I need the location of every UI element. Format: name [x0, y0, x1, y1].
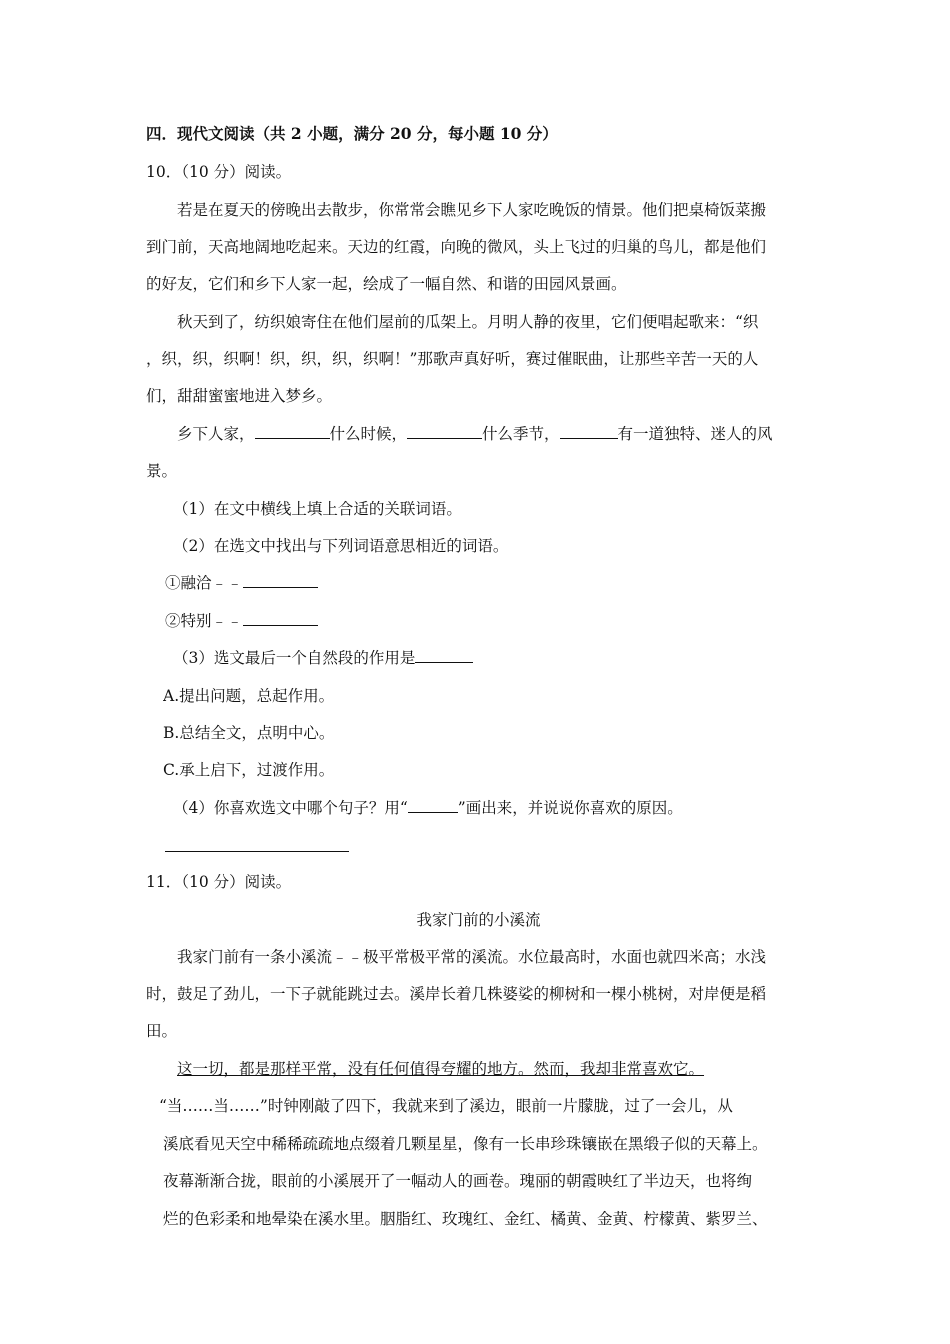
passage-2-line: 秋天到了，纺织娘寄住在他们屋前的瓜架上。月明人静的夜里，它们便唱起歌来：“织 — [177, 313, 759, 331]
question-11-label: 11．（10 分）阅读。 — [146, 873, 292, 891]
fill-blank-1[interactable] — [255, 424, 330, 439]
passage-2-line: 们，甜甜蜜蜜地进入梦乡。 — [146, 387, 333, 405]
passage-title: 我家门前的小溪流 — [416, 911, 541, 929]
quote-blank[interactable] — [408, 798, 458, 813]
passage-11-line: “当……当……”时钟刚敲了四下，我就来到了溪边，眼前一片朦胧，过了一会儿，从 — [159, 1097, 733, 1115]
fill-blank-2[interactable] — [407, 424, 482, 439]
passage-3-line — [177, 424, 811, 444]
word-item-2 — [165, 611, 799, 631]
option-b: B.总结全文，点明中心。 — [163, 724, 335, 742]
sub-question-3-text: （3）选文最后一个自然段的作用是 — [173, 649, 416, 667]
sub-question-4-text: ”画出来，并说说你喜欢的原因。 — [457, 799, 683, 817]
word-item-label: ②特别﹣﹣ — [165, 612, 243, 630]
passage-3-part: 乡下人家， — [177, 425, 255, 443]
word-item-label: ①融洽﹣﹣ — [165, 574, 243, 592]
word-blank-2[interactable] — [243, 611, 318, 626]
passage-11-line: 夜幕渐渐合拢，眼前的小溪展开了一幅动人的画卷。瑰丽的朝霞映红了半边天，也将绚 — [163, 1172, 753, 1190]
fill-blank-3[interactable] — [560, 424, 618, 439]
sub-question-4 — [173, 798, 838, 818]
sub-question-3 — [173, 648, 838, 668]
passage-11-line: 我家门前有一条小溪流﹣﹣极平常极平常的溪流。水位最高时，水面也就四米高；水浅 — [177, 948, 767, 966]
option-c: C.承上启下，过渡作用。 — [163, 761, 335, 779]
passage-3-part: 什么季节， — [482, 425, 560, 443]
passage-11-line: 溪底看见天空中稀稀疏疏地点缀着几颗星星，像有一长串珍珠镶嵌在黑缎子似的天幕上。 — [163, 1135, 768, 1153]
passage-1-line: 若是在夏天的傍晚出去散步，你常常会瞧见乡下人家吃晚饭的情景。他们把桌椅饭菜搬 — [177, 201, 767, 219]
word-item-1 — [165, 573, 799, 593]
passage-2-line: ，织，织，织啊！织，织，织，织啊！”那歌声真好听，赛过催眠曲，让那些辛苦一天的人 — [146, 350, 759, 368]
passage-11-line: 烂的色彩柔和地晕染在溪水里。胭脂红、玫瑰红、金红、橘黄、金黄、柠檬黄、紫罗兰、 — [163, 1210, 768, 1228]
underlined-sentence: 这一切，都是那样平常，没有任何值得夸耀的地方。然而，我却非常喜欢它。 — [177, 1060, 705, 1078]
passage-1-line: 的好友，它们和乡下人家一起，绘成了一幅自然、和谐的田园风景画。 — [146, 275, 627, 293]
option-a: A.提出问题，总起作用。 — [163, 687, 335, 705]
passage-11-line: 时，鼓足了劲儿，一下子就能跳过去。溪岸长着几株婆娑的柳树和一棵小桃树，对岸便是稻 — [146, 985, 767, 1003]
passage-3-part: 有一道独特、迷人的风 — [617, 425, 773, 443]
answer-line[interactable] — [165, 851, 349, 852]
passage-3-line: 景。 — [146, 462, 178, 480]
passage-1-line: 到门前，天高地阔地吃起来。天边的红霞，向晚的微风，头上飞过的归巢的鸟儿，都是他们 — [146, 238, 767, 256]
sub-question-1: （1）在文中横线上填上合适的关联词语。 — [173, 500, 462, 518]
passage-11-line: 田。 — [146, 1022, 178, 1040]
sub-question-2: （2）在选文中找出与下列词语意思相近的词语。 — [173, 537, 509, 555]
section-heading: 四．现代文阅读（共 2 小题，满分 20 分，每小题 10 分） — [146, 124, 558, 143]
passage-3-part: 什么时候， — [329, 425, 408, 443]
answer-blank-3[interactable] — [415, 648, 473, 663]
sub-question-4-text: （4）你喜欢选文中哪个句子？用“ — [173, 799, 408, 817]
question-10-label: 10．（10 分）阅读。 — [146, 163, 292, 181]
word-blank-1[interactable] — [243, 573, 318, 588]
